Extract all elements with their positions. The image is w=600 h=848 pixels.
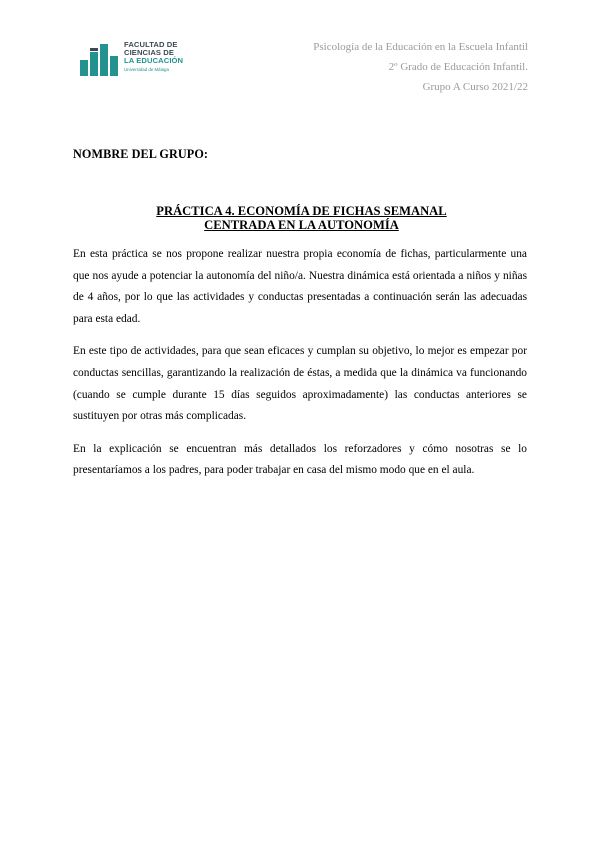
- paragraph-2: En este tipo de actividades, para que sean eficaces y cumplan su objetivo, lo mejor es empezar por conductas sencillas, garantizando la realización de éstas, a medida que la dinámica va funcionando (cuando se cumple durante 15 días seguidos aproximadamente) las conductas anteriores se sustituyen por otras más complicadas.: [73, 345, 527, 423]
- title-line-1: PRÁCTICA 4. ECONOMÍA DE FICHAS SEMANAL: [156, 204, 447, 218]
- paragraph-1: En esta práctica se nos propone realizar nuestra propia economía de fichas, particularmente una que nos ayude a potenciar la autonomía del niño/a. Nuestra dinámica está orientada a niños y niñas de 4 años, por lo que las actividades y conductas presentadas a continuación serán las adecuadas para esta edad.: [73, 248, 527, 325]
- header-course: Psicología de la Educación en la Escuela Infantil: [313, 41, 528, 53]
- header-degree: 2º Grado de Educación Infantil.: [388, 61, 528, 73]
- header-group: Grupo A Curso 2021/22: [422, 81, 528, 93]
- page-header: [313, 37, 528, 97]
- group-name-label: NOMBRE DEL GRUPO:: [73, 147, 209, 161]
- body-text: [73, 244, 527, 493]
- faculty-logo: [80, 40, 190, 82]
- logo-university: Universidad de Málaga: [124, 66, 169, 72]
- logo-line-1: FACULTAD DE: [124, 40, 178, 49]
- logo-line-2: CIENCIAS DE: [124, 48, 175, 58]
- logo-line-3: LA EDUCACIÓN: [124, 56, 184, 66]
- page-title: [73, 204, 530, 232]
- faculty-logo-text: [124, 41, 183, 73]
- paragraph-3: En la explicación se encuentran más detallados los reforzadores y cómo nosotras se lo presentaríamos a los padres, para poder trabajar en casa del mismo modo que en el aula.: [73, 442, 527, 477]
- faculty-logo-icon: [80, 42, 120, 76]
- title-line-2: CENTRADA EN LA AUTONOMÍA: [204, 218, 399, 232]
